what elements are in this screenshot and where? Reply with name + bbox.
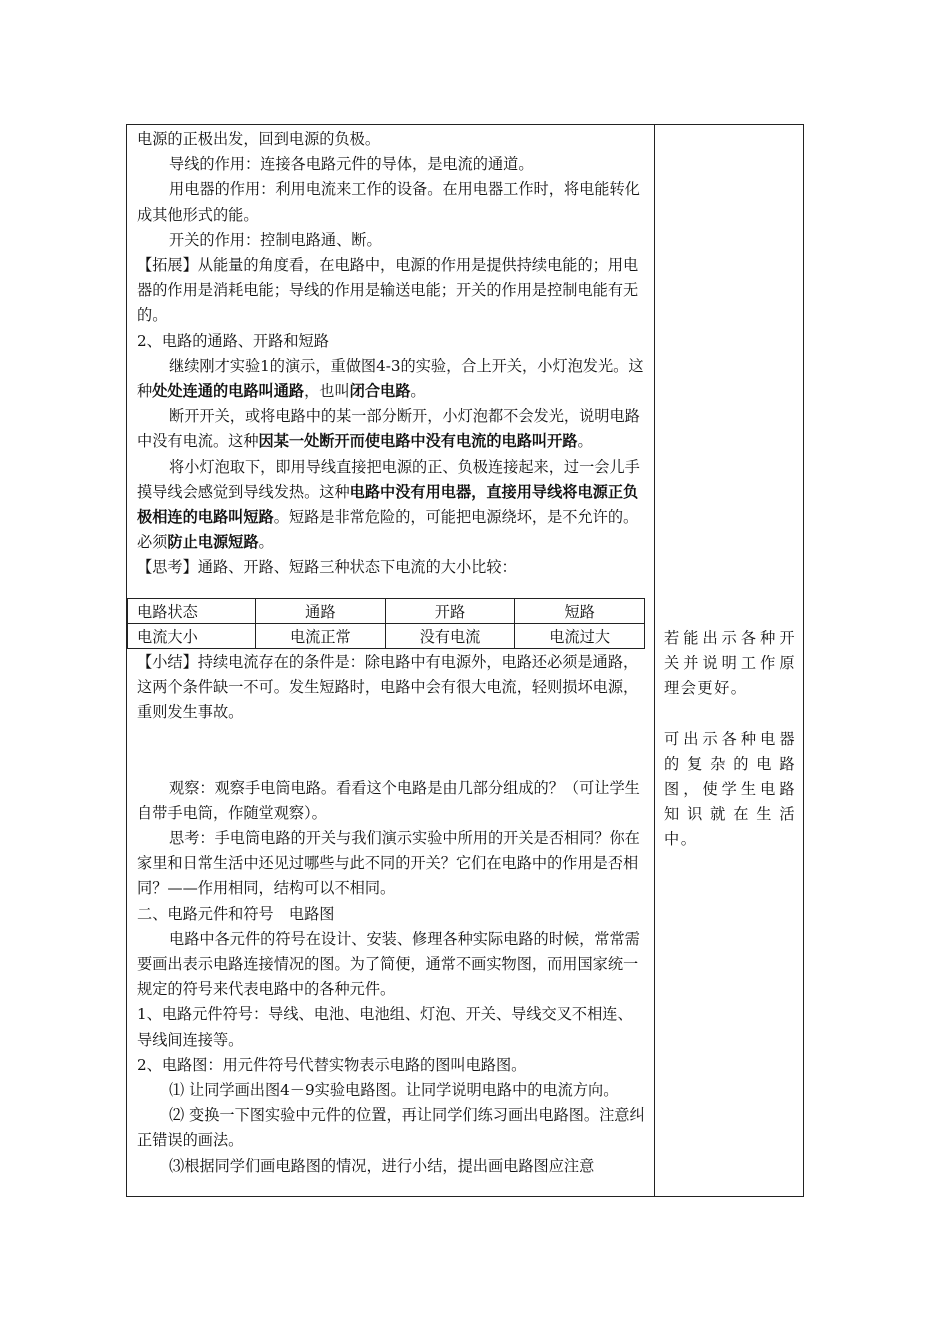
table-row xyxy=(128,599,645,624)
paragraph-think-compare: 【思考】通路、开路、短路三种状态下电流的大小比较： xyxy=(137,558,517,577)
table-cell: 电流过大 xyxy=(515,624,645,649)
heading-section-two: 二、电路元件和符号 电路图 xyxy=(137,904,335,923)
table-cell: 电流正常 xyxy=(256,624,386,649)
table-cell: 短路 xyxy=(515,599,645,624)
paragraph-symbol-list: 1、电路元件符号：导线、电池、电池组、灯泡、开关、导线交叉不相连、导线间连接等。 xyxy=(137,1005,633,1049)
paragraph-open-circuit: 断开开关，或将电路中的某一部分断开，小灯泡都不会发光，说明电路中没有电流。这种因某一处断开而使电路中没有电流的电路叫开路。 xyxy=(137,407,640,451)
main-content-continued xyxy=(137,650,645,1179)
table-row xyxy=(128,624,645,649)
paragraph-step-one: ⑴ 让同学画出图4－9实验电路图。让同学说明电路中的电流方向。 xyxy=(169,1081,619,1100)
table-cell: 通路 xyxy=(256,599,386,624)
paragraph-step-two: ⑵ 变换一下图实验中元件的位置，再让同学们练习画出电路图。注意纠正错误的画法。 xyxy=(137,1106,645,1150)
side-note: 若能出示各种开关并说明工作原理会更好。 xyxy=(664,629,796,698)
lesson-table-frame xyxy=(126,124,804,1197)
paragraph-current-direction: 电源的正极出发，回到电源的负极。 xyxy=(137,130,380,148)
side-note: 可出示各种电器的复杂的电路图，使学生电路知识就在生活中。 xyxy=(664,729,796,849)
table-cell: 没有电流 xyxy=(385,624,515,649)
paragraph-extension: 【拓展】从能量的角度看，在电路中，电源的作用是提供持续电能的；用电器的作用是消耗电能；导线的作用是输送电能；开关的作用是控制电能有无的。 xyxy=(137,256,639,325)
paragraph-circuit-diagram: 2、电路图：用元件符号代替实物表示电路的图叫电路图。 xyxy=(137,1055,527,1074)
spacer xyxy=(664,702,796,727)
paragraph-switch-role: 开关的作用：控制电路通、断。 xyxy=(169,230,382,249)
heading-circuit-states: 2、电路的通路、开路和短路 xyxy=(137,331,329,350)
table-cell: 电路状态 xyxy=(128,599,256,624)
side-notes-column xyxy=(664,626,796,853)
table-cell: 电流大小 xyxy=(128,624,256,649)
paragraph-step-three: ⑶根据同学们画电路图的情况，进行小结，提出画电路图应注意 xyxy=(169,1156,595,1175)
main-content-column xyxy=(137,127,645,581)
paragraph-short-circuit: 将小灯泡取下，即用导线直接把电源的正、负极连接起来，过一会儿手摸导线会感觉到导线发热。这种电路中没有用电器，直接用导线将电源正负极相连的电路叫短路。短路是非常危险的，可能把电源绕坏，是不允许的。必须防止电源短路。 xyxy=(137,457,640,552)
column-divider xyxy=(654,125,655,1196)
paragraph-summary: 【小结】持续电流存在的条件是：除电路中有电源外，电路还必须是通路，这两个条件缺一不可。发生短路时，电路中会有很大电流，轻则损坏电源，重则发生事故。 xyxy=(137,653,639,722)
paragraph-symbols-intro: 电路中各元件的符号在设计、安装、修理各种实际电路的时候，常常需要画出表示电路连接情况的图。为了简便，通常不画实物图，而用国家统一规定的符号来代表电路中的各种元件。 xyxy=(137,929,640,999)
paragraph-observe: 观察：观察手电筒电路。看看这个电路是由几部分组成的？（可让学生自带手电筒，作随堂观察）。 xyxy=(137,778,640,822)
paragraph-closed-circuit: 继续刚才实验1的演示，重做图4-3的实验，合上开关，小灯泡发光。这种处处连通的电路叫通路，也叫闭合电路。 xyxy=(137,356,644,401)
paragraph-wire-role: 导线的作用：连接各电路元件的导体，是电流的通道。 xyxy=(169,155,534,174)
spacer xyxy=(137,726,645,776)
paragraph-think-switch: 思考：手电筒电路的开关与我们演示实验中所用的开关是否相同？你在家里和日常生活中还见过哪些与此不同的开关？它们在电路中的作用是否相同？——作用相同，结构可以不相同。 xyxy=(137,829,640,898)
paragraph-appliance-role: 用电器的作用：利用电流来工作的设备。在用电器工作时，将电能转化成其他形式的能。 xyxy=(137,180,640,224)
table-cell: 开路 xyxy=(385,599,515,624)
current-comparison-table xyxy=(127,598,645,649)
